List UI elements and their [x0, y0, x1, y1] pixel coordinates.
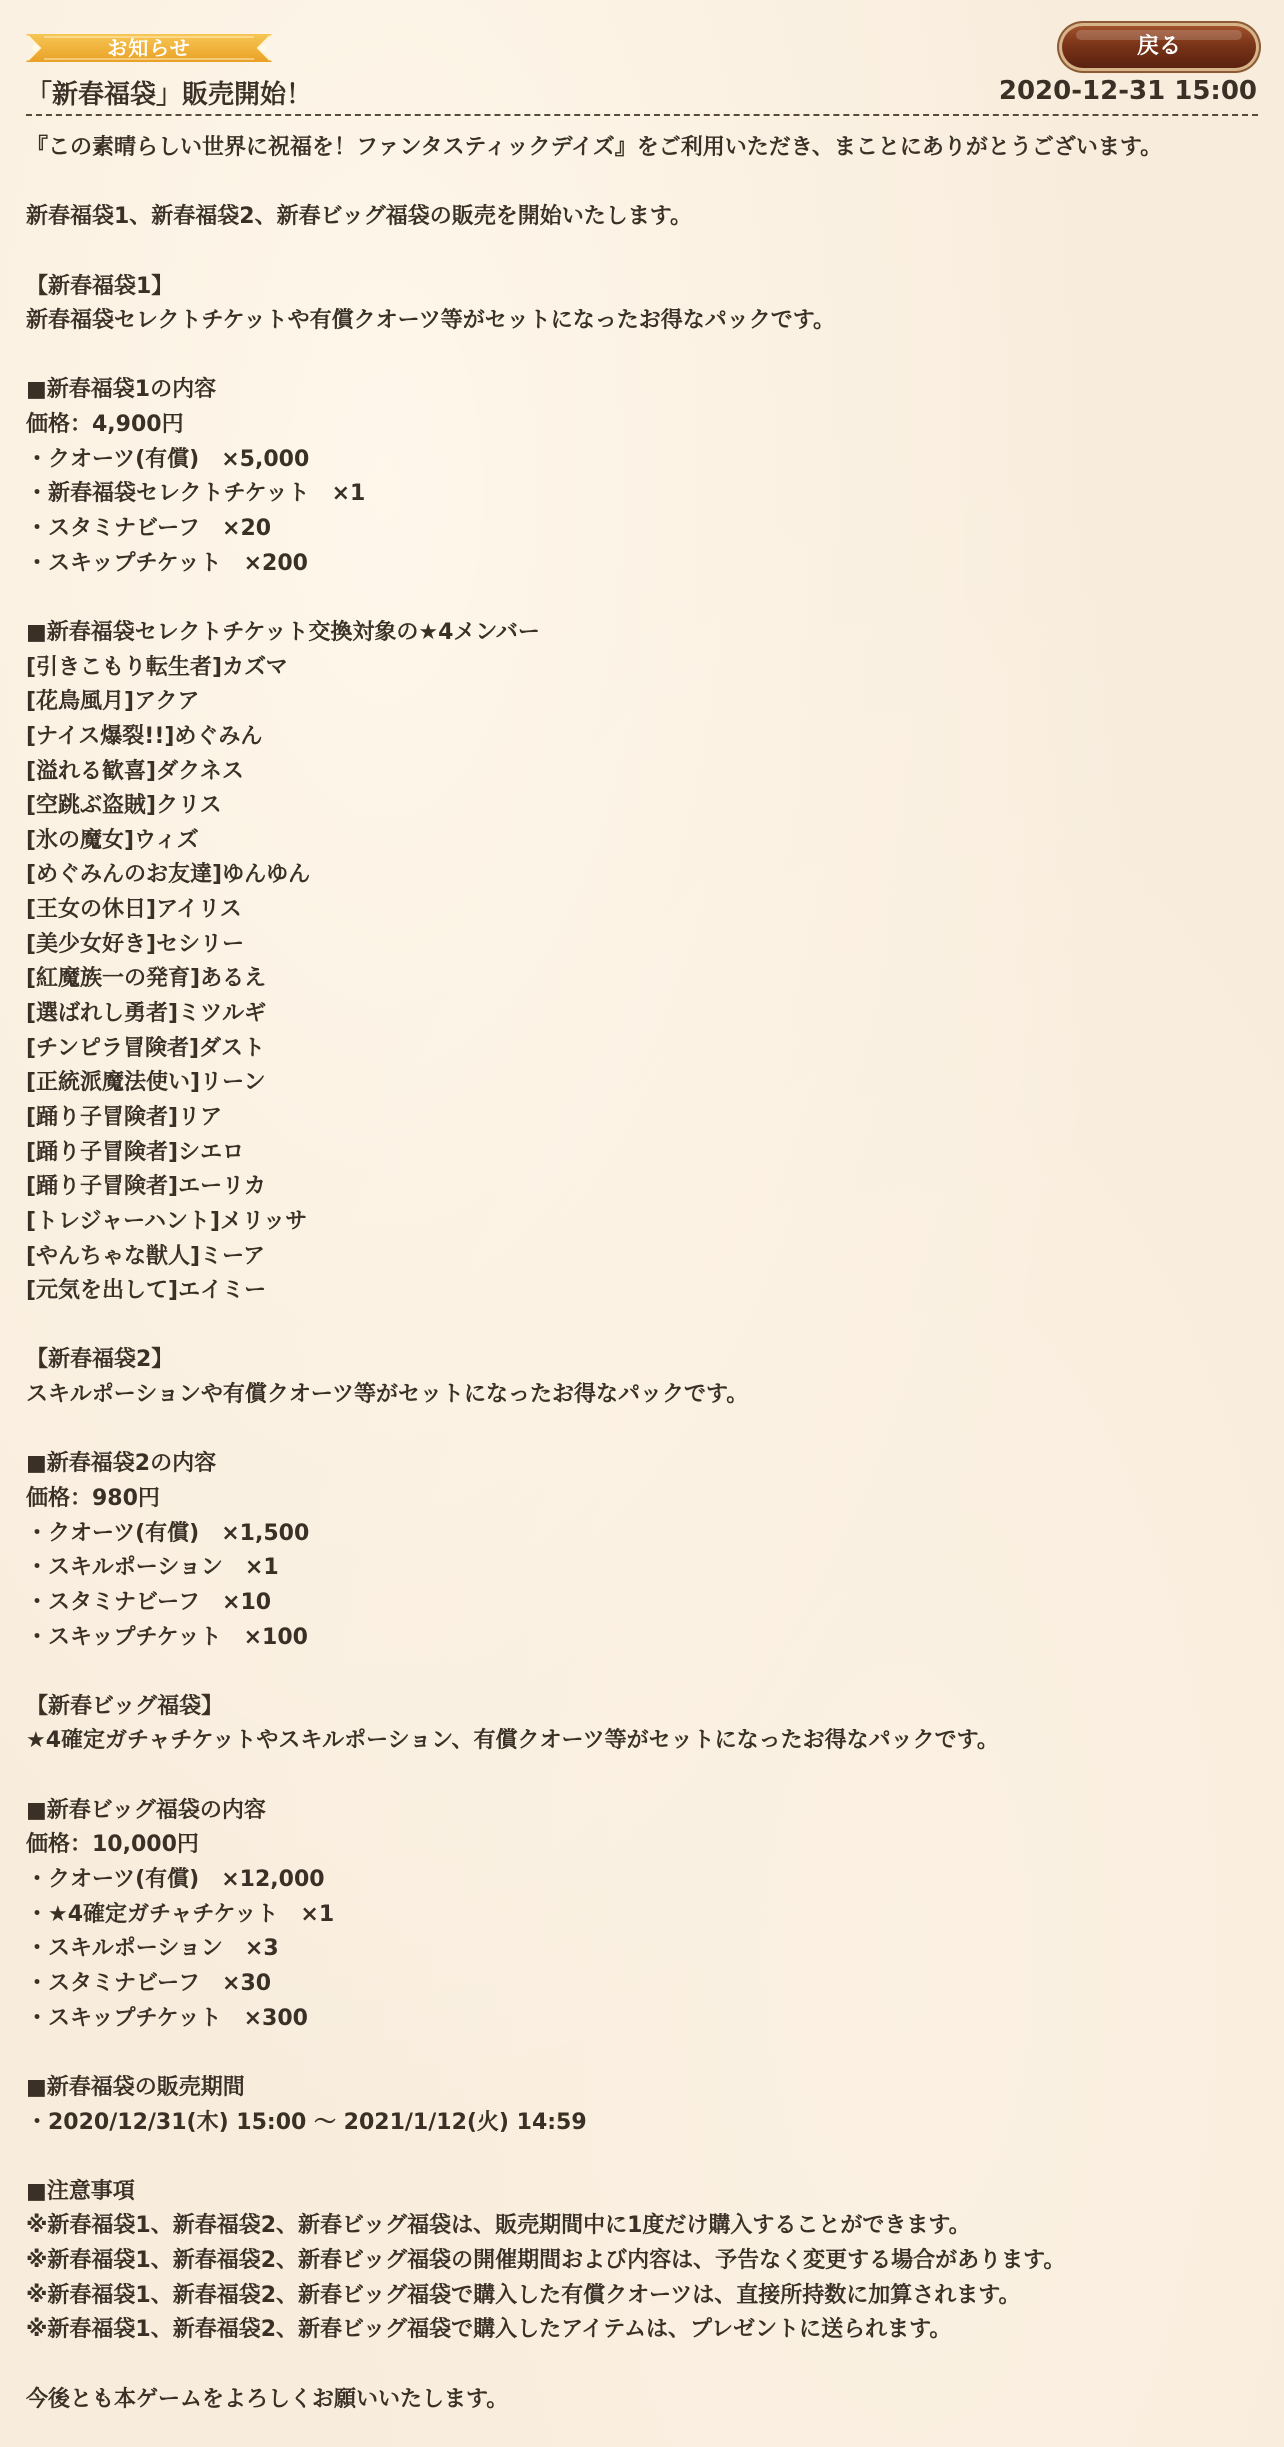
notice-date: 2020-12-31 15:00: [998, 76, 1257, 106]
badge-label: お知らせ: [107, 36, 191, 60]
blank-line: [26, 1759, 1258, 1794]
body-line: 『この素晴らしい世界に祝福を！ファンタスティックデイズ』をご利用いただき、まことにありがとうございます。: [26, 135, 1163, 160]
body-line: ■新春福袋2の内容: [26, 1451, 217, 1477]
body-line: ■注意事項: [26, 2178, 135, 2204]
blank-line: [26, 1413, 1258, 1448]
notice-badge: [26, 34, 272, 62]
body-line: [トレジャーハント]メリッサ: [26, 1208, 308, 1234]
body-line: ■新春ビッグ福袋の内容: [26, 1797, 266, 1823]
body-line: ※新春福袋1、新春福袋2、新春ビッグ福袋で購入したアイテムは、プレゼントに送られます。: [26, 2317, 952, 2343]
body-line: [氷の魔女]ウィズ: [26, 827, 199, 853]
body-line: [引きこもり転生者]カズマ: [26, 654, 288, 680]
body-line: [踊り子冒険者]リア: [26, 1104, 223, 1130]
body-line: [ナイス爆裂!!]めぐみん: [26, 723, 263, 749]
body-line: ■新春福袋1の内容: [26, 377, 217, 403]
body-line: [やんちゃな獣人]ミーア: [26, 1243, 266, 1269]
body-line: ※新春福袋1、新春福袋2、新春ビッグ福袋で購入した有償クオーツは、直接所持数に加算されます。: [26, 2282, 1021, 2308]
body-line: ・2020/12/31(木) 15:00 ～ 2021/1/12(火) 14:59: [26, 2109, 587, 2135]
body-line: [溢れる歓喜]ダクネス: [26, 758, 244, 784]
body-line: ・スタミナビーフ ×20: [26, 516, 272, 542]
body-line: ・スキルポーション ×1: [26, 1555, 279, 1581]
body-line: [チンピラ冒険者]ダスト: [26, 1035, 266, 1061]
blank-line: [26, 235, 1258, 270]
blank-line: [26, 2036, 1258, 2071]
body-line: スキルポーションや有償クオーツ等がセットになったお得なパックです。: [26, 1382, 749, 1408]
body-line: 【新春福袋2】: [26, 1347, 174, 1373]
body-line: [紅魔族一の発育]あるえ: [26, 966, 267, 992]
body-line: [花鳥風月]アクア: [26, 689, 200, 715]
body-line: [元気を出して]エイミー: [26, 1278, 267, 1304]
body-line: ・スタミナビーフ ×10: [26, 1589, 272, 1615]
body-line: 新春福袋セレクトチケットや有償クオーツ等がセットになったお得なパックです。: [26, 308, 835, 334]
body-line: 価格：980円: [26, 1485, 160, 1511]
blank-line: [26, 166, 1258, 201]
blank-line: [26, 2348, 1258, 2383]
body-line: [選ばれし勇者]ミツルギ: [26, 1001, 267, 1027]
body-line: ・クオーツ(有償) ×1,500: [26, 1520, 310, 1546]
body-line: ・クオーツ(有償) ×12,000: [26, 1867, 325, 1893]
body-line: [正統派魔法使い]リーン: [26, 1070, 266, 1096]
body-line: ※新春福袋1、新春福袋2、新春ビッグ福袋は、販売期間中に1度だけ購入することができます。: [26, 2213, 971, 2239]
body-line: ・スキルポーション ×3: [26, 1936, 279, 1962]
body-line: ※新春福袋1、新春福袋2、新春ビッグ福袋の開催期間および内容は、予告なく変更する場合があります。: [26, 2248, 1066, 2274]
blank-line: [26, 1309, 1258, 1344]
body-line: ・スタミナビーフ ×30: [26, 1970, 272, 1996]
back-button[interactable]: 戻る: [1062, 26, 1256, 68]
body-line: ・★4確定ガチャチケット ×1: [26, 1901, 335, 1927]
body-line: [踊り子冒険者]シエロ: [26, 1139, 245, 1165]
body-line: [空跳ぶ盗賊]クリス: [26, 793, 222, 819]
title-divider: [26, 114, 1258, 116]
body-line: ★4確定ガチャチケットやスキルポーション、有償クオーツ等がセットになったお得なパックです。: [26, 1728, 999, 1754]
blank-line: [26, 581, 1258, 616]
body-line: [めぐみんのお友達]ゆんゆん: [26, 862, 311, 888]
body-line: [美少女好き]セシリー: [26, 931, 245, 957]
body-line: 新春福袋1、新春福袋2、新春ビッグ福袋の販売を開始いたします。: [26, 204, 692, 230]
page-title: 「新春福袋」販売開始！: [26, 80, 313, 110]
body-line: ■新春福袋セレクトチケット交換対象の★4メンバー: [26, 619, 540, 645]
body-line: ・スキップチケット ×200: [26, 550, 308, 576]
body-line: ・クオーツ(有償) ×5,000: [26, 446, 310, 472]
body-line: 価格：10,000円: [26, 1832, 199, 1858]
blank-line: [26, 1655, 1258, 1690]
body-line: [踊り子冒険者]エーリカ: [26, 1174, 266, 1200]
body-line: ・新春福袋セレクトチケット ×1: [26, 481, 366, 507]
body-line: [王女の休日]アイリス: [26, 897, 242, 923]
blank-line: [26, 339, 1258, 374]
body-line: 【新春ビッグ福袋】: [26, 1693, 224, 1719]
body-line: ・スキップチケット ×300: [26, 2005, 308, 2031]
body-line: 今後とも本ゲームをよろしくお願いいたします。: [26, 2386, 509, 2412]
body-line: 価格：4,900円: [26, 412, 184, 438]
body-line: 【新春福袋1】: [26, 273, 174, 299]
body-line: ■新春福袋の販売期間: [26, 2074, 245, 2100]
blank-line: [26, 2140, 1258, 2175]
body-line: ・スキップチケット ×100: [26, 1624, 308, 1650]
notice-body: [26, 131, 1258, 2417]
